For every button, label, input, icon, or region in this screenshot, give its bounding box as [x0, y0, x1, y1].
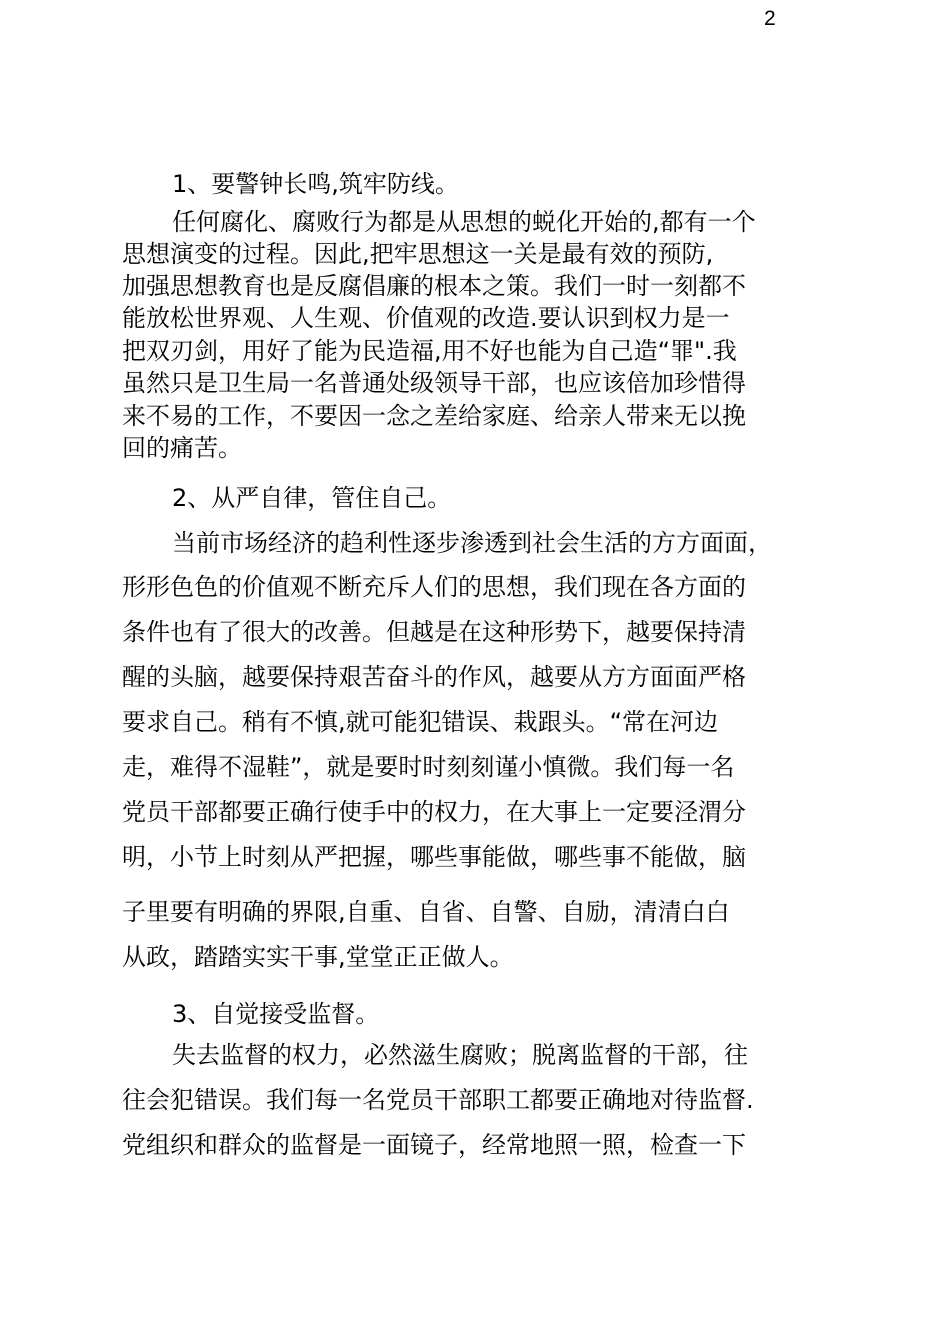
paragraph-line: 明，小节上时刻从严把握，哪些事能做，哪些事不能做，脑: [122, 843, 746, 871]
paragraph-line: 往会犯错误。我们每一名党员干部职工都要正确地对待监督.: [122, 1086, 754, 1114]
paragraph-line: 条件也有了很大的改善。但越是在这种形势下，越要保持清: [122, 618, 746, 646]
paragraph-line: 党员干部都要正确行使手中的权力，在大事上一定要泾渭分: [122, 798, 746, 826]
paragraph-line: 形形色色的价值观不断充斥人们的思想，我们现在各方面的: [122, 573, 746, 601]
paragraph-line: 来不易的工作，不要因一念之差给家庭、给亲人带来无以挽: [122, 402, 746, 430]
paragraph-line: 醒的头脑，越要保持艰苦奋斗的作风，越要从方方面面严格: [122, 663, 746, 691]
paragraph-line: 回的痛苦。: [122, 434, 242, 462]
paragraph-line: 走，难得不湿鞋”，就是要时时刻刻谨小慎微。我们每一名: [122, 753, 735, 781]
paragraph-line: 思想演变的过程。因此,把牢思想这一关是最有效的预防,: [122, 240, 714, 268]
paragraph-line: 失去监督的权力，必然滋生腐败；脱离监督的干部，往: [172, 1041, 748, 1069]
paragraph-line: 能放松世界观、人生观、价值观的改造.要认识到权力是一: [122, 304, 730, 332]
paragraph-line: 党组织和群众的监督是一面镜子，经常地照一照，检查一下: [122, 1131, 746, 1159]
section-heading: 3、自觉接受监督。: [172, 1000, 380, 1028]
section-heading: 2、从严自律，管住自己。: [172, 484, 452, 512]
paragraph-line: 把双刃剑，用好了能为民造福,用不好也能为自己造“罪".我: [122, 337, 737, 365]
paragraph-line: 虽然只是卫生局一名普通处级领导干部，也应该倍加珍惜得: [122, 369, 746, 397]
paragraph-line: 从政，踏踏实实干事,堂堂正正做人。: [122, 943, 514, 971]
paragraph-line: 要求自己。稍有不慎,就可能犯错误、栽跟头。“常在河边: [122, 708, 719, 736]
paragraph-line: 子里要有明确的界限,自重、自省、自警、自励，清清白白: [122, 898, 730, 926]
paragraph-line: 当前市场经济的趋利性逐步渗透到社会生活的方方面面，: [172, 529, 772, 557]
section-heading: 1、要警钟长鸣,筑牢防线。: [172, 170, 459, 198]
page-number: 2: [764, 7, 776, 30]
paragraph-line: 任何腐化、腐败行为都是从思想的蜕化开始的,都有一个: [172, 208, 756, 236]
paragraph-line: 加强思想教育也是反腐倡廉的根本之策。我们一时一刻都不: [122, 272, 746, 300]
